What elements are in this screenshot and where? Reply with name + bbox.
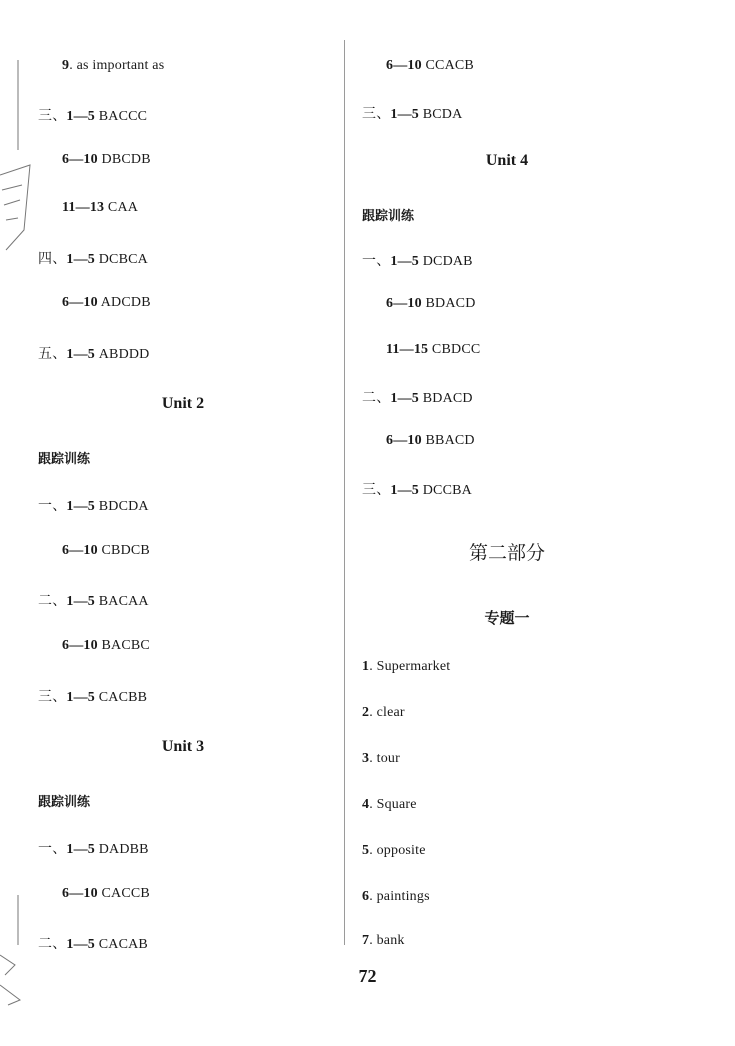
section-label: 跟踪训练 bbox=[38, 795, 91, 810]
answer-line: 三、1—5 CACBB bbox=[38, 690, 148, 705]
answer-line: 一、1—5 BDCDA bbox=[38, 499, 149, 514]
column-divider bbox=[344, 40, 345, 945]
page-number: 72 bbox=[358, 966, 377, 986]
answer-line: 4. Square bbox=[362, 797, 417, 812]
answer-line: 一、1—5 DADBB bbox=[38, 842, 149, 857]
answer-line: 五、1—5 ABDDD bbox=[38, 347, 150, 362]
answer-line: 6—10 ADCDB bbox=[62, 295, 151, 310]
answer-line: 三、1—5 BACCC bbox=[38, 109, 148, 124]
answer-line: 6—10 CACCB bbox=[62, 886, 150, 901]
answer-line: 9. as important as bbox=[62, 58, 165, 73]
answer-line: 2. clear bbox=[362, 705, 405, 720]
answer-line: 四、1—5 DCBCA bbox=[38, 252, 148, 267]
answer-line: 二、1—5 CACAB bbox=[38, 937, 148, 952]
answer-line: 5. opposite bbox=[362, 843, 426, 858]
margin-scribble-icon bbox=[0, 0, 40, 1046]
topic-title: 专题一 bbox=[484, 609, 530, 627]
answer-line: 6—10 BBACD bbox=[386, 433, 475, 448]
answer-line: 6—10 CBDCB bbox=[62, 543, 150, 558]
unit-title: Unit 2 bbox=[161, 395, 205, 412]
answer-line: 6—10 BACBC bbox=[62, 638, 150, 653]
answer-line: 6—10 DBCDB bbox=[62, 152, 151, 167]
unit-title: Unit 3 bbox=[161, 738, 205, 755]
answer-line: 二、1—5 BACAA bbox=[38, 594, 149, 609]
answer-line: 三、1—5 DCCBA bbox=[362, 483, 472, 498]
unit-title: Unit 4 bbox=[485, 152, 529, 169]
answer-line: 二、1—5 BDACD bbox=[362, 391, 473, 406]
answer-line: 三、1—5 BCDA bbox=[362, 107, 463, 122]
part-title: 第二部分 bbox=[468, 542, 545, 564]
answer-line: 6—10 CCACB bbox=[386, 58, 474, 73]
answer-line: 6. paintings bbox=[362, 889, 430, 904]
answer-line: 3. tour bbox=[362, 751, 400, 766]
answer-line: 一、1—5 DCDAB bbox=[362, 254, 473, 269]
answer-line: 11—15 CBDCC bbox=[386, 342, 481, 357]
answer-line: 11—13 CAA bbox=[62, 200, 139, 215]
section-label: 跟踪训练 bbox=[38, 452, 91, 467]
answer-line: 7. bank bbox=[362, 933, 405, 948]
section-label: 跟踪训练 bbox=[362, 209, 415, 224]
answer-line: 1. Supermarket bbox=[362, 659, 451, 674]
answer-line: 6—10 BDACD bbox=[386, 296, 476, 311]
